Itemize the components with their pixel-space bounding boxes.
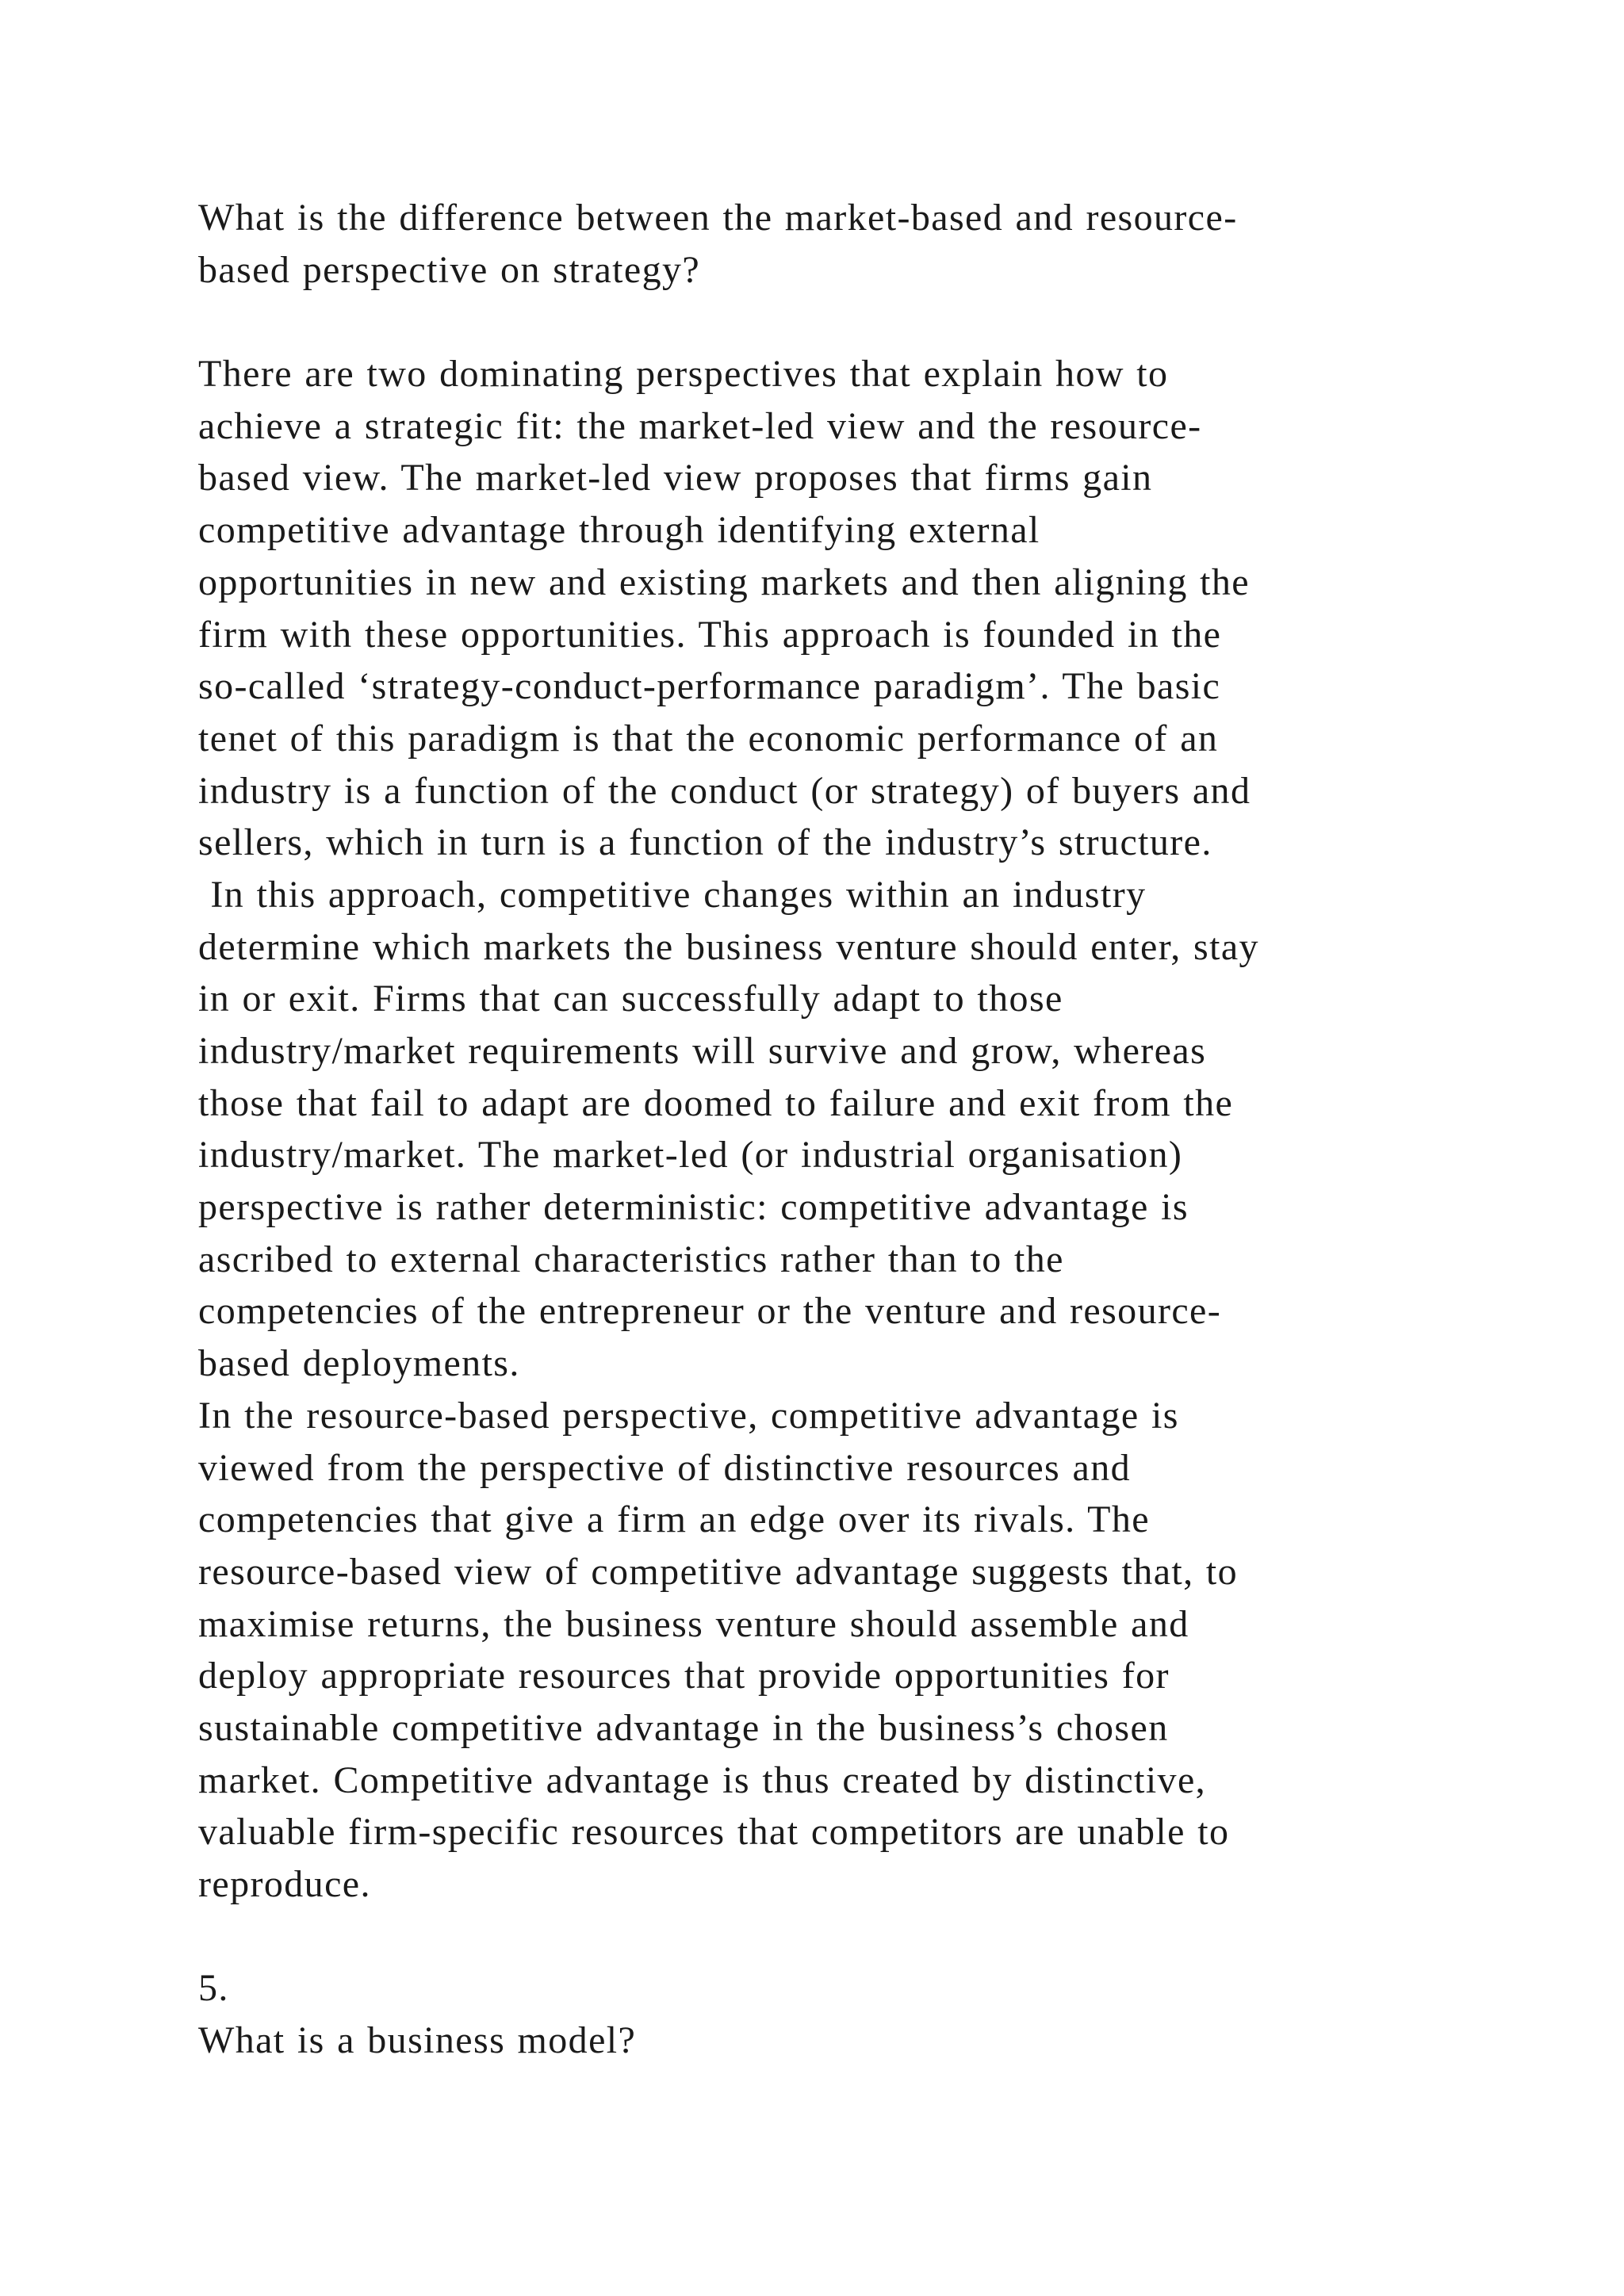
answer-line: so-called ‘strategy-conduct-performance paradigm’. The basic	[198, 665, 1221, 708]
answer-line: achieve a strategic fit: the market-led view and the resource-	[198, 404, 1202, 447]
question-5-number: 5.	[198, 1967, 229, 2010]
question-4-line-1: What is the difference between the market-based and resource-	[198, 197, 1238, 239]
question-4-line-2: based perspective on strategy?	[198, 248, 701, 291]
question-5-text: What is a business model?	[198, 2019, 637, 2062]
answer-line: tenet of this paradigm is that the economic performance of an	[198, 717, 1219, 760]
answer-4-paragraph-2	[198, 1390, 1499, 1911]
answer-line: opportunities in new and existing markets and then aligning the	[198, 561, 1250, 603]
answer-line: In the resource-based perspective, competitive advantage is	[198, 1394, 1179, 1437]
answer-line: competencies of the entrepreneur or the venture and resource-	[198, 1290, 1222, 1333]
answer-line: based deployments.	[198, 1342, 520, 1385]
answer-line: firm with these opportunities. This approach is founded in the	[198, 613, 1222, 656]
answer-line: viewed from the perspective of distinctive resources and	[198, 1446, 1132, 1489]
answer-line: market. Competitive advantage is thus created by distinctive,	[198, 1758, 1207, 1801]
answer-line: resource-based view of competitive advantage suggests that, to	[198, 1550, 1239, 1593]
answer-line: reproduce.	[198, 1863, 371, 1905]
answer-line: industry is a function of the conduct (or strategy) of buyers and	[198, 769, 1251, 812]
document-text	[198, 192, 1499, 2067]
answer-line: sustainable competitive advantage in the business’s chosen	[198, 1706, 1169, 1749]
answer-line: maximise returns, the business venture should assemble and	[198, 1602, 1189, 1645]
paragraph-spacer	[198, 296, 1499, 348]
answer-line: in or exit. Firms that can successfully adapt to those	[198, 978, 1063, 1020]
answer-line: ascribed to external characteristics rather than to the	[198, 1238, 1064, 1280]
answer-line: perspective is rather deterministic: competitive advantage is	[198, 1186, 1189, 1229]
answer-line: determine which markets the business venture should enter, stay	[198, 925, 1259, 968]
answer-line: industry/market requirements will survive and grow, whereas	[198, 1030, 1207, 1072]
answer-line: deploy appropriate resources that provide opportunities for	[198, 1655, 1170, 1697]
answer-line: In this approach, competitive changes within an industry	[198, 873, 1147, 916]
answer-line: valuable firm-specific resources that competitors are unable to	[198, 1811, 1230, 1854]
answer-line: competitive advantage through identifying external	[198, 509, 1040, 552]
answer-line: based view. The market-led view proposes that firms gain	[198, 457, 1153, 499]
answer-line: those that fail to adapt are doomed to failure and exit from the	[198, 1081, 1234, 1124]
answer-line: competencies that give a firm an edge over its rivals. The	[198, 1498, 1150, 1541]
answer-4-paragraph-1	[198, 348, 1499, 1390]
answer-line: industry/market. The market-led (or industrial organisation)	[198, 1134, 1183, 1177]
answer-line: sellers, which in turn is a function of the industry’s structure.	[198, 821, 1212, 864]
question-5	[198, 1962, 1499, 2066]
paragraph-spacer	[198, 1911, 1499, 1963]
question-4	[198, 192, 1499, 296]
answer-line: There are two dominating perspectives that explain how to	[198, 353, 1169, 396]
